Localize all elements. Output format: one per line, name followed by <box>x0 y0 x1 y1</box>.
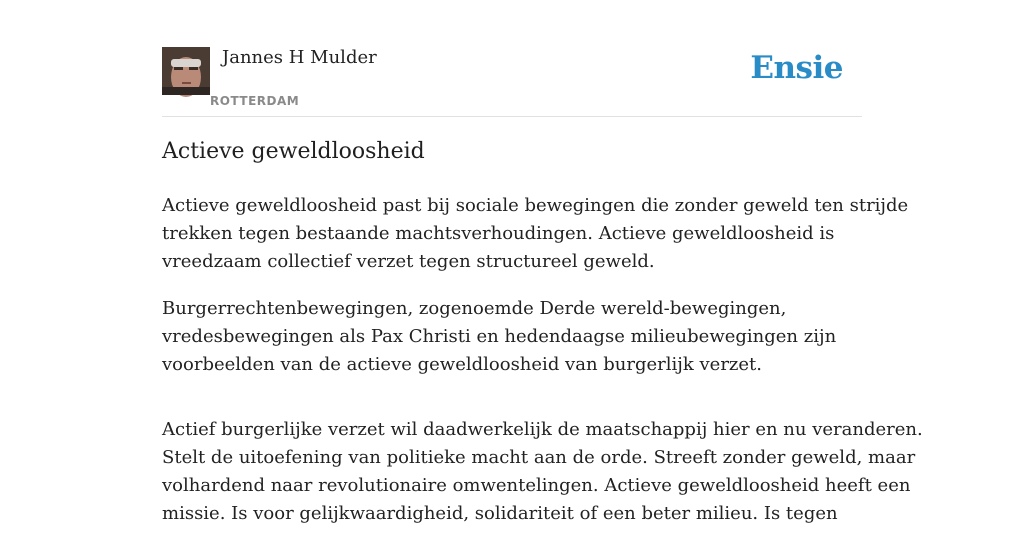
paragraph-line: Stelt de uitoefening van politieke macht aan de orde. Streeft zonder geweld, maar <box>162 447 916 468</box>
avatar-portrait-icon <box>162 47 210 95</box>
paragraph-2 <box>162 295 882 379</box>
paragraph-line: trekken tegen bestaande machtsverhoudingen. Actieve geweldloosheid is <box>162 223 835 244</box>
paragraph-line: vreedzaam collectief verzet tegen structureel geweld. <box>162 251 655 272</box>
author-name[interactable]: Jannes H Mulder <box>222 47 377 68</box>
paragraph-line: missie. Is voor gelijkwaardigheid, solidariteit of een beter milieu. Is tegen <box>162 503 838 524</box>
author-header <box>162 44 862 117</box>
paragraph-line: voorbeelden van de actieve geweldloosheid van burgerlijk verzet. <box>162 354 763 375</box>
paragraph-line: volhardend naar revolutionaire omwentelingen. Actieve geweldloosheid heeft een <box>162 475 911 496</box>
author-location: ROTTERDAM <box>210 94 300 108</box>
paragraph-3 <box>162 416 923 528</box>
avatar[interactable] <box>162 47 210 95</box>
article-title: Actieve geweldloosheid <box>162 139 425 164</box>
paragraph-line: vredesbewegingen als Pax Christi en hedendaagse milieubewegingen zijn <box>162 326 837 347</box>
brand-logo[interactable]: Ensie <box>750 50 843 86</box>
article-body <box>162 192 923 547</box>
paragraph-line: Burgerrechtenbewegingen, zogenoemde Derde wereld-bewegingen, <box>162 298 787 319</box>
paragraph-line: Actieve geweldloosheid past bij sociale bewegingen die zonder geweld ten strijde <box>162 195 909 216</box>
paragraph-line: Actief burgerlijke verzet wil daadwerkelijk de maatschappij hier en nu veranderen. <box>162 419 923 440</box>
paragraph-1 <box>162 192 909 276</box>
